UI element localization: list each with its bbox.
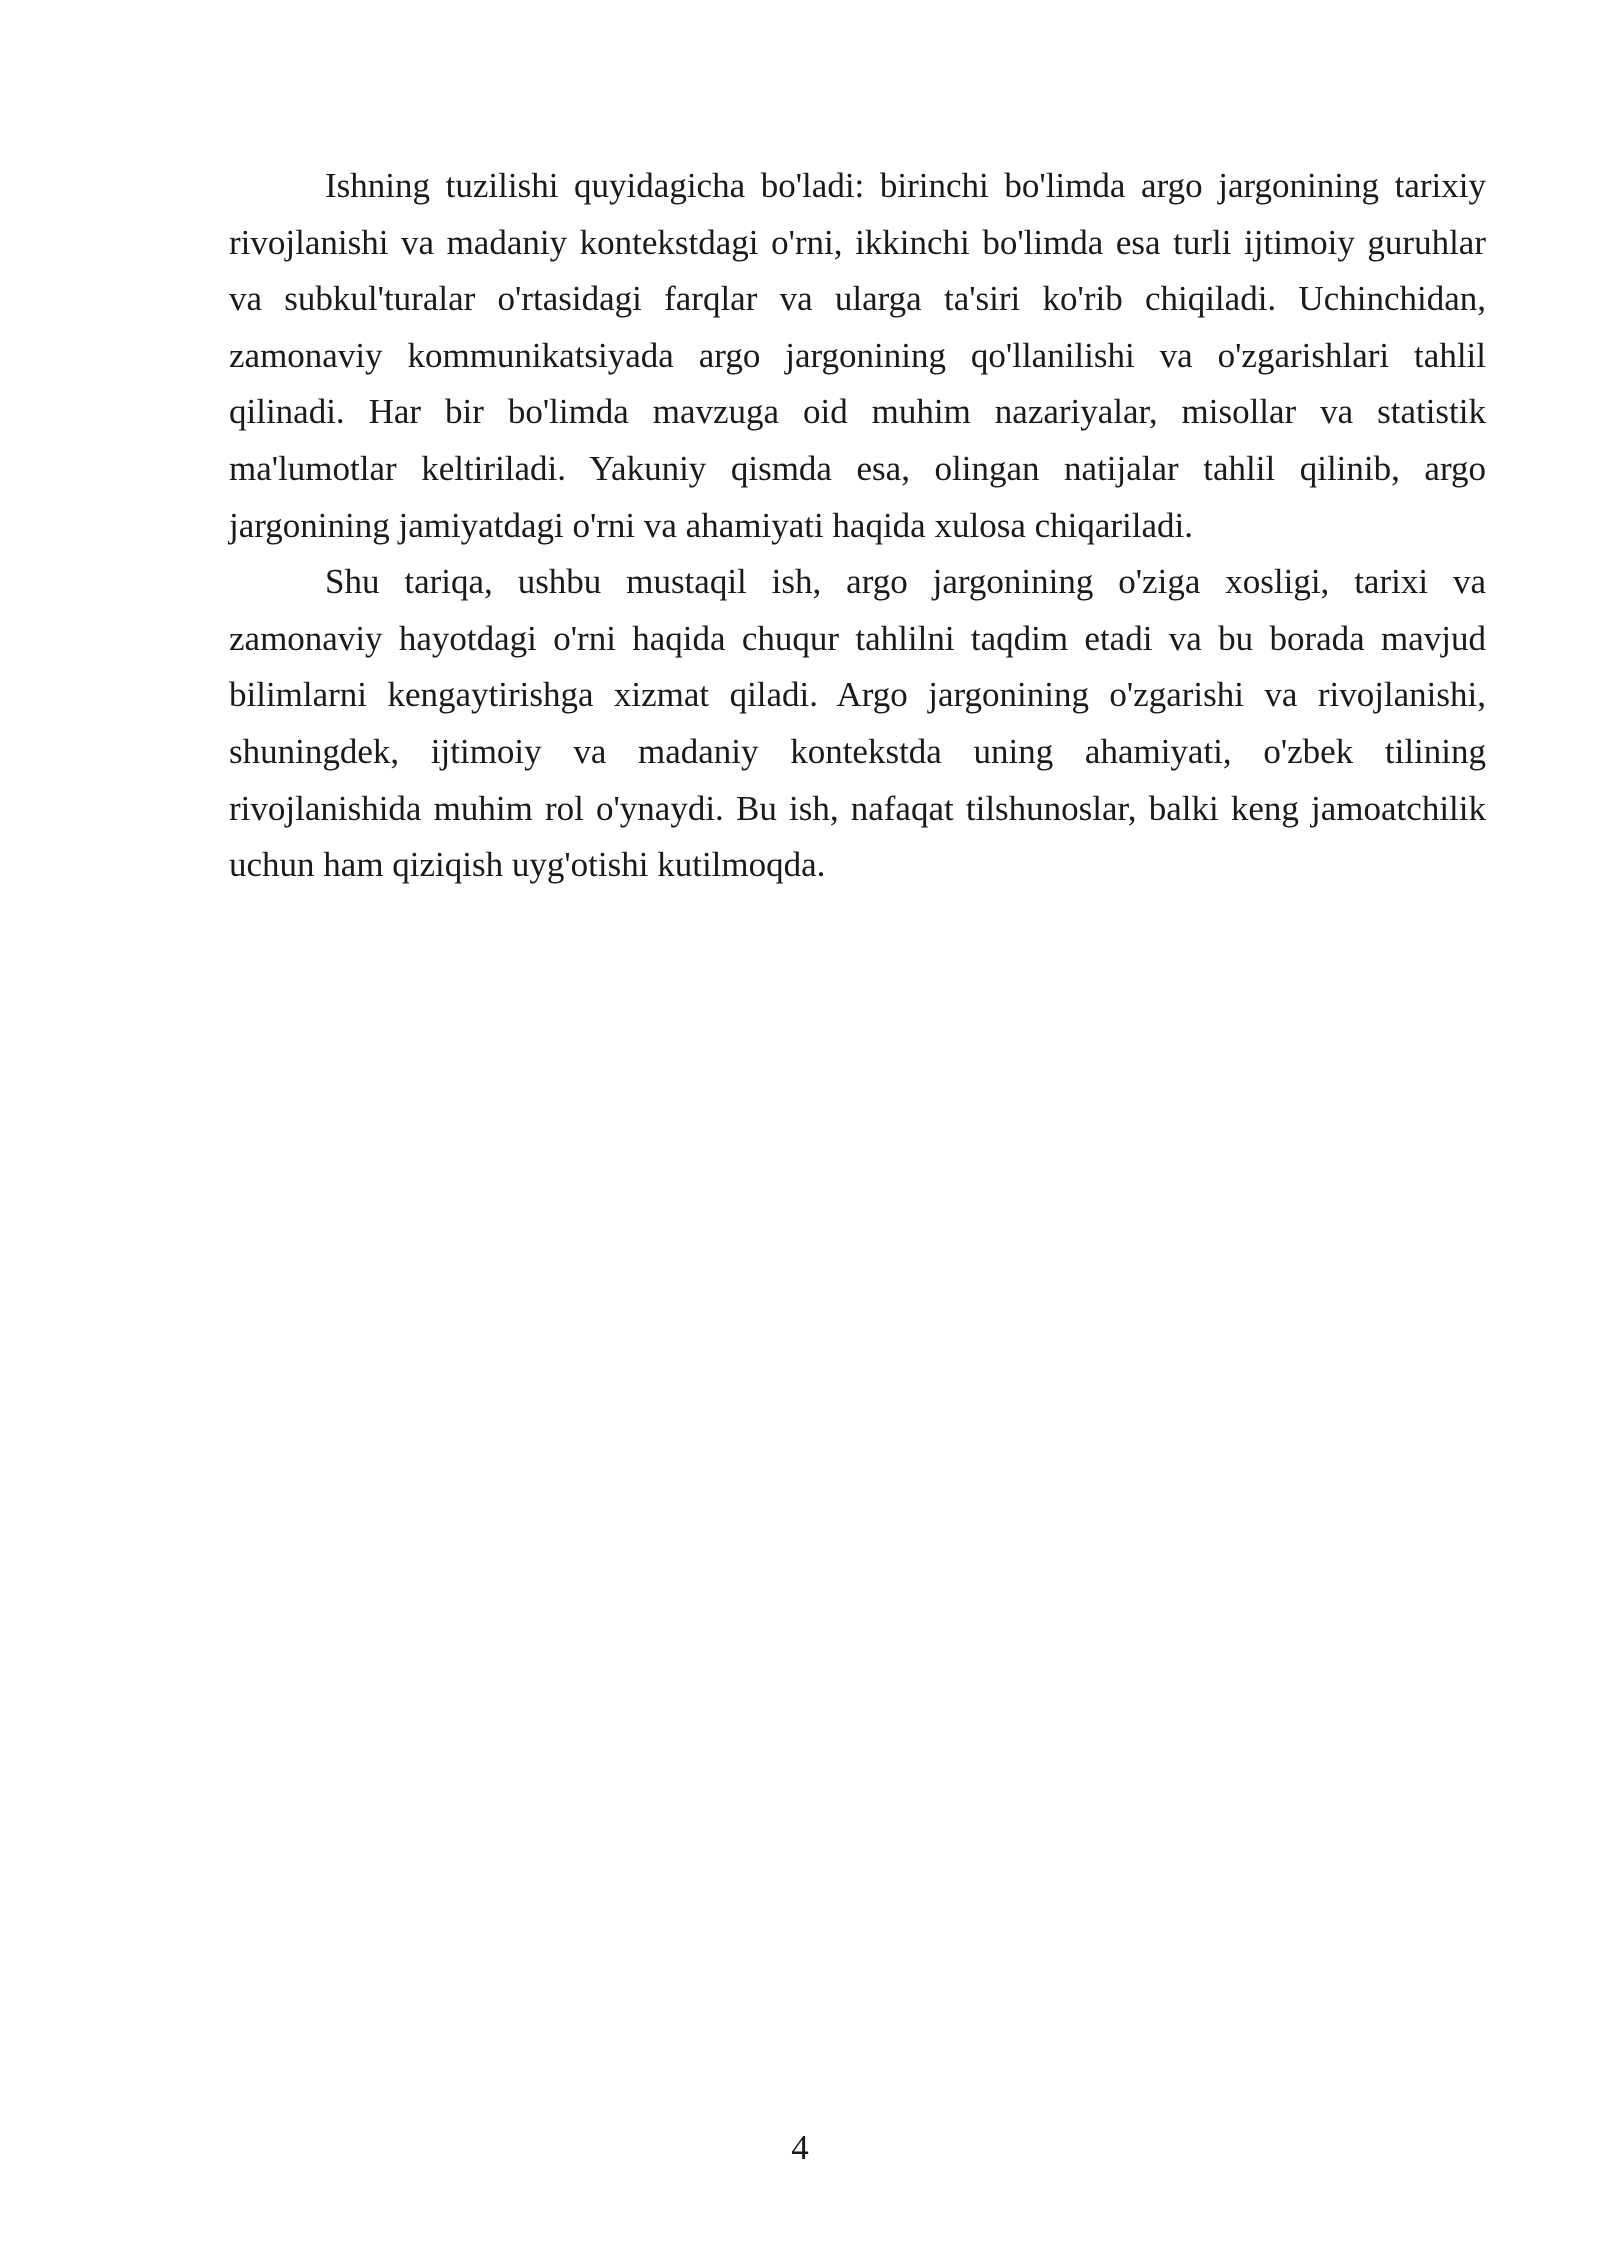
page-number: 4 — [791, 2128, 809, 2167]
paragraph-1: Ishning tuzilishi quyidagicha bo'ladi: birinchi bo'limda argo jargonining tarixiy rivojlanishi va madaniy kontekstdagi o'rni, ikkinchi bo'limda esa turli ijtimoiy guruhlar va subkul'turalar o'rtasidagi farqlar va ularga ta'siri ko'rib chiqiladi. Uchinchidan, zamonaviy kommunikatsiyada argo jargonining qo'llanilishi va o'zgarishlari tahlil qilinadi. Har bir bo'limda mavzuga oid muhim nazariyalar, misollar va statistik ma'lumotlar keltiriladi. Yakuniy qismda esa, olingan natijalar tahlil qilinib, argo jargonining jamiyatdagi o'rni va ahamiyati haqida xulosa chiqariladi. — [229, 166, 1486, 545]
paragraph-2: Shu tariqa, ushbu mustaqil ish, argo jargonining o'ziga xosligi, tarixi va zamonaviy hayotdagi o'rni haqida chuqur tahlilni taqdim etadi va bu borada mavjud bilimlarni kengaytirishga xizmat qiladi. Argo jargonining o'zgarishi va rivojlanishi, shuningdek, ijtimoiy va madaniy kontekstda uning ahamiyati, o'zbek tilining rivojlanishida muhim rol o'ynaydi. Bu ish, nafaqat tilshunoslar, balki keng jamoatchilik uchun ham qiziqish uyg'otishi kutilmoqda. — [229, 562, 1486, 885]
body-text — [229, 158, 1486, 894]
